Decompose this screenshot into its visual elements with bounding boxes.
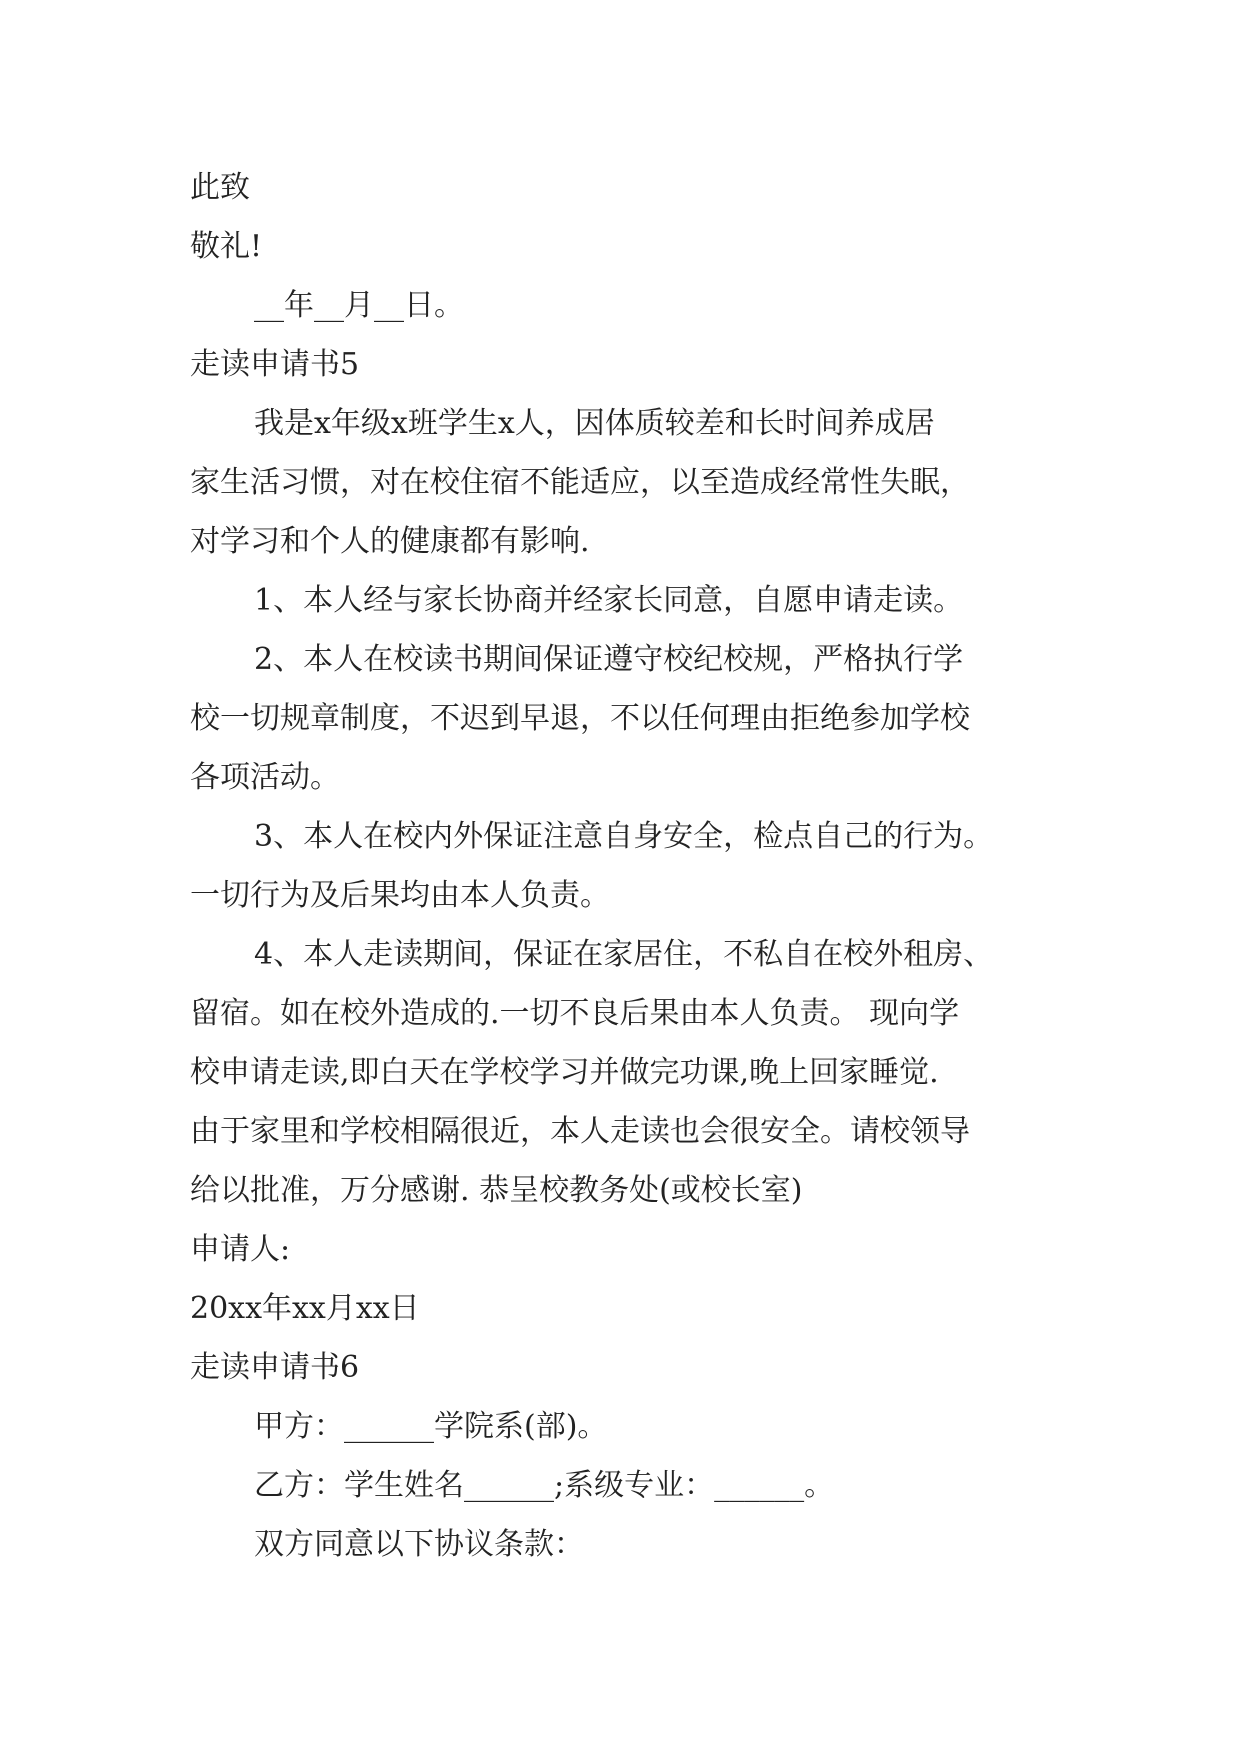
party-a-line: 甲方：______学院系(部)。 — [254, 1409, 608, 1444]
list-item-4: 4、本人走读期间，保证在家居住，不私自在校外租房、 — [254, 937, 994, 972]
closing-line: 此致 — [190, 170, 250, 205]
list-item-3: 3、本人在校内外保证注意自身安全，检点自己的行为。 — [254, 819, 994, 854]
list-item-1: 1、本人经与家长协商并经家长同意，自愿申请走读。 — [254, 583, 964, 618]
list-item-3-cont: 一切行为及后果均由本人负责。 — [190, 878, 610, 913]
list-item-4-cont: 给以批准，万分感谢. 恭呈校教务处(或校长室) — [190, 1173, 803, 1208]
list-item-4-cont: 校申请走读,即白天在学校学习并做完功课,晚上回家睡觉. — [190, 1055, 939, 1090]
list-item-2-cont: 校一切规章制度，不迟到早退，不以任何理由拒绝参加学校 — [190, 701, 970, 736]
applicant-line: 申请人: — [190, 1232, 291, 1267]
paragraph-line: 家生活习惯，对在校住宿不能适应，以至造成经常性失眠， — [190, 465, 970, 500]
paragraph-line: 对学习和个人的健康都有影响. — [190, 524, 590, 559]
agreement-intro-line: 双方同意以下协议条款： — [254, 1527, 584, 1562]
paragraph-line: 我是x年级x班学生x人，因体质较差和长时间养成居 — [254, 406, 935, 441]
document-body — [190, 158, 1060, 1574]
section-title-5: 走读申请书5 — [190, 347, 360, 382]
salutation-line: 敬礼! — [190, 229, 263, 264]
list-item-2: 2、本人在校读书期间保证遵守校纪校规，严格执行学 — [254, 642, 964, 677]
list-item-4-cont: 由于家里和学校相隔很近，本人走读也会很安全。请校领导 — [190, 1114, 970, 1149]
list-item-2-cont: 各项活动。 — [190, 760, 340, 795]
signature-date: 20xx年xx月xx日 — [190, 1291, 420, 1326]
list-item-4-cont: 留宿。如在校外造成的.一切不良后果由本人负责。 现向学 — [190, 996, 960, 1031]
party-b-line: 乙方：学生姓名______;系级专业：______。 — [254, 1468, 835, 1503]
date-blank-line: __年__月__日。 — [254, 288, 464, 323]
section-title-6: 走读申请书6 — [190, 1350, 360, 1385]
